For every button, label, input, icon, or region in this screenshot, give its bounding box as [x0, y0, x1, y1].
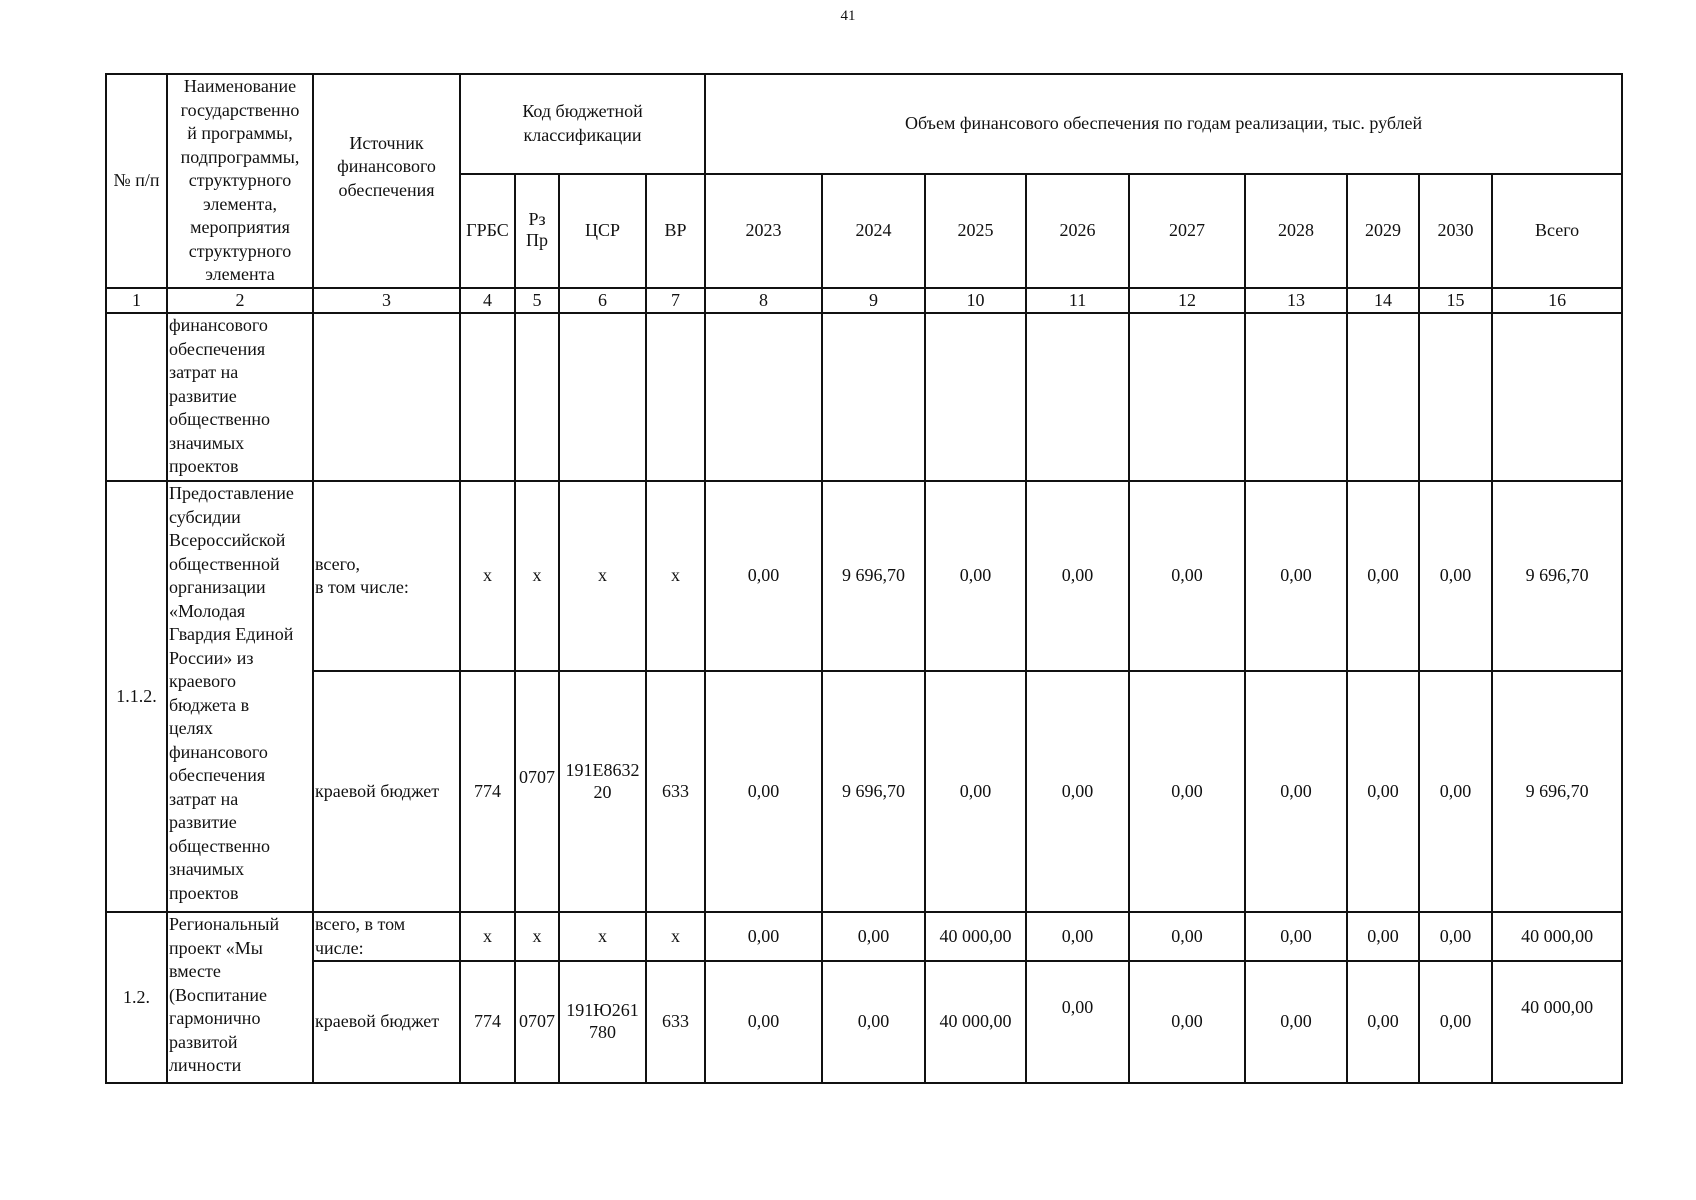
csr-cell: 191Е8632 20	[559, 671, 646, 912]
csr-cell: х	[559, 481, 646, 671]
value-2030: 0,00	[1419, 671, 1492, 912]
grbs-cell: х	[460, 481, 515, 671]
value-2024: 9 696,70	[822, 671, 925, 912]
row-num-1-1-2: 1.1.2.	[106, 481, 167, 912]
value-2025: 0,00	[925, 481, 1026, 671]
index-cell: 7	[646, 288, 705, 314]
value-2030: 0,00	[1419, 912, 1492, 961]
index-cell: 1	[106, 288, 167, 314]
header-num: № п/п	[106, 74, 167, 288]
value-2025: 0,00	[925, 671, 1026, 912]
index-cell: 9	[822, 288, 925, 314]
value-total: 40 000,00	[1492, 912, 1622, 961]
header-rzpr: Рз Пр	[515, 174, 559, 288]
table-row-1-1-2-budget	[106, 671, 1622, 912]
rzpr-cell: 0707	[515, 671, 559, 912]
index-cell: 16	[1492, 288, 1622, 314]
header-name	[167, 74, 313, 288]
index-cell: 15	[1419, 288, 1492, 314]
table-row-1-2-total	[106, 912, 1622, 961]
index-cell: 5	[515, 288, 559, 314]
value-2030: 0,00	[1419, 481, 1492, 671]
value-2026: 0,00	[1026, 961, 1129, 1083]
header-grbs: ГРБС	[460, 174, 515, 288]
value-2028: 0,00	[1245, 961, 1347, 1083]
header-name-lines: Наименование государственно й программы, подпрограммы, структурного элемента, мероприятия структурного элемента	[180, 76, 300, 284]
index-cell: 12	[1129, 288, 1245, 314]
table-row-1-2-budget	[106, 961, 1622, 1083]
value-2029: 0,00	[1347, 912, 1419, 961]
index-cell: 2	[167, 288, 313, 314]
index-cell: 4	[460, 288, 515, 314]
value-total: 9 696,70	[1492, 671, 1622, 912]
value-2027: 0,00	[1129, 961, 1245, 1083]
value-2026: 0,00	[1026, 671, 1129, 912]
header-year-2027: 2027	[1129, 174, 1245, 288]
value-2028: 0,00	[1245, 671, 1347, 912]
value-2027: 0,00	[1129, 671, 1245, 912]
value-2027: 0,00	[1129, 481, 1245, 671]
index-cell: 10	[925, 288, 1026, 314]
header-years-group: Объем финансового обеспечения по годам реализации, тыс. рублей	[705, 74, 1622, 174]
header-vr: ВР	[646, 174, 705, 288]
header-csr: ЦСР	[559, 174, 646, 288]
value-2023: 0,00	[705, 961, 822, 1083]
source-cell: всего, в том числе:	[313, 912, 460, 961]
header-year-2026: 2026	[1026, 174, 1129, 288]
value-2023: 0,00	[705, 481, 822, 671]
grbs-cell: 774	[460, 671, 515, 912]
source-cell: всего, в том числе:	[313, 481, 460, 671]
header-year-2024: 2024	[822, 174, 925, 288]
index-cell: 6	[559, 288, 646, 314]
value-2025: 40 000,00	[925, 961, 1026, 1083]
value-total: 40 000,00	[1492, 961, 1622, 1083]
value-2023: 0,00	[705, 671, 822, 912]
value-2030: 0,00	[1419, 961, 1492, 1083]
value-2028: 0,00	[1245, 912, 1347, 961]
grbs-cell: х	[460, 912, 515, 961]
vr-cell: 633	[646, 961, 705, 1083]
value-2029: 0,00	[1347, 961, 1419, 1083]
header-source: Источник финансового обеспечения	[313, 74, 460, 288]
page-number: 41	[840, 8, 856, 24]
header-year-2025: 2025	[925, 174, 1026, 288]
value-2026: 0,00	[1026, 912, 1129, 961]
budget-table	[105, 73, 1623, 1084]
value-2026: 0,00	[1026, 481, 1129, 671]
vr-cell: х	[646, 912, 705, 961]
value-2024: 0,00	[822, 961, 925, 1083]
value-total: 9 696,70	[1492, 481, 1622, 671]
index-cell: 3	[313, 288, 460, 314]
rzpr-cell: х	[515, 912, 559, 961]
row-name-1-2: Региональный проект «Мы вместе (Воспитание гармонично развитой личности	[167, 912, 313, 1083]
value-2027: 0,00	[1129, 912, 1245, 961]
value-2025: 40 000,00	[925, 912, 1026, 961]
table-row-continuation	[106, 313, 1622, 481]
grbs-cell: 774	[460, 961, 515, 1083]
header-year-2023: 2023	[705, 174, 822, 288]
header-kbk-group: Код бюджетной классификации	[460, 74, 705, 174]
source-cell: краевой бюджет	[313, 671, 460, 912]
value-2028: 0,00	[1245, 481, 1347, 671]
rzpr-cell: 0707	[515, 961, 559, 1083]
header-year-2029: 2029	[1347, 174, 1419, 288]
header-total: Всего	[1492, 174, 1622, 288]
vr-cell: х	[646, 481, 705, 671]
value-2024: 0,00	[822, 912, 925, 961]
vr-cell: 633	[646, 671, 705, 912]
csr-cell: 191Ю261 780	[559, 961, 646, 1083]
table-row-1-1-2-total	[106, 481, 1622, 671]
index-cell: 8	[705, 288, 822, 314]
value-2029: 0,00	[1347, 481, 1419, 671]
rzpr-cell: х	[515, 481, 559, 671]
header-year-2028: 2028	[1245, 174, 1347, 288]
csr-cell: х	[559, 912, 646, 961]
value-2029: 0,00	[1347, 671, 1419, 912]
index-row	[106, 288, 1622, 314]
index-cell: 14	[1347, 288, 1419, 314]
header-year-2030: 2030	[1419, 174, 1492, 288]
value-2023: 0,00	[705, 912, 822, 961]
row-num-1-2: 1.2.	[106, 912, 167, 1083]
continuation-name: финансового обеспечения затрат на развитие общественно значимых проектов	[167, 313, 313, 481]
index-cell: 13	[1245, 288, 1347, 314]
source-cell: краевой бюджет	[313, 961, 460, 1083]
value-2024: 9 696,70	[822, 481, 925, 671]
index-cell: 11	[1026, 288, 1129, 314]
row-name-1-1-2: Предоставление субсидии Всероссийской общественной организации «Молодая Гвардия Единой России» из краевого бюджета в целях финансового обеспечения затрат на развитие общественно значимых проектов	[167, 481, 313, 912]
